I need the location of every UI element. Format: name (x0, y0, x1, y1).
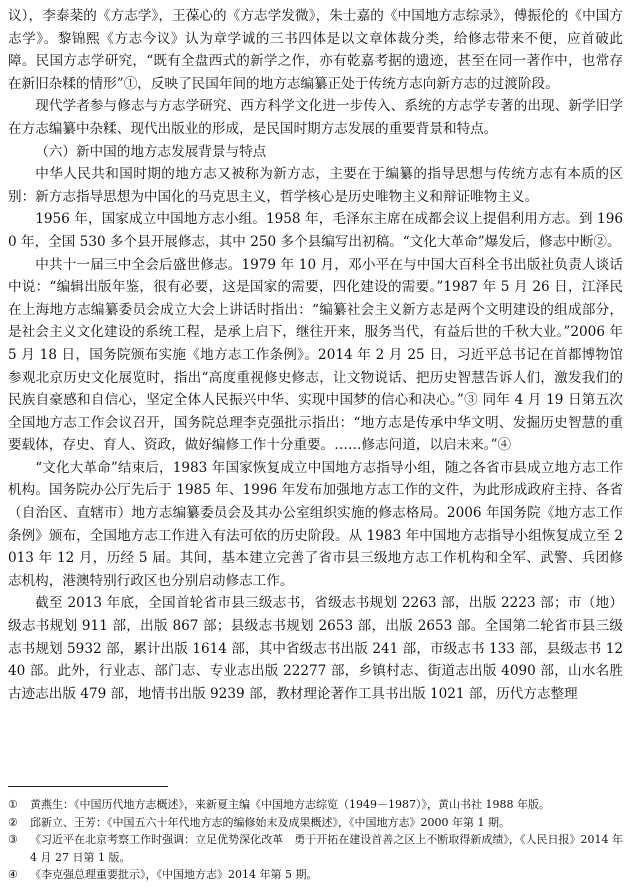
footnote-text: 《习近平在北京考察工作时强调：立足优势深化改革 勇于开拓在建设首善之区上不断取得新成绩》，《人民日报》2014 年 4 月 27 日第 1 版。 (30, 833, 623, 864)
footnote-text: 《李克强总理重要批示》，《中国地方志》2014 年第 5 期。 (30, 868, 318, 881)
footnote-mark: ④ (8, 868, 18, 881)
paragraph: 现代学者参与修志与方志学研究、西方科学文化进一步传入、系统的方志学专著的出现、新学旧学在方志编纂中杂糅、现代出版业的形成，是民国时期方志发展的重要背景和特点。 (8, 98, 623, 137)
paragraph: 截至 2013 年底，全国首轮省市县三级志书，省级志书规划 2263 部，出版 2223 部；市（地）级志书规划 911 部，出版 867 部；县级志书规划 2653 部，出版 2653 部。全国第二轮省市县三级志书规划 5932 部，累计出版 1614 部，其中省级志书出版 241 部，市级志书 133 部，县级志书 1240 部。此外，行业志、部门志、专业志出版 22277 部，乡镇村志、街道志出版 4090 部，山水名胜古迹志出版 479 部，地情书出版 9239 部，教材理论著作工具书出版 1021 部，历代方志整理 (8, 595, 623, 702)
footnote-mark: ① (8, 798, 18, 811)
footnote (8, 814, 623, 832)
footnote-text: 黄燕生：《中国历代地方志概述》，来新夏主编《中国地方志综览（1949－1987）》，黄山书社 1988 年版。 (30, 798, 550, 811)
paragraph: 中共十一届三中全会后盛世修志。1979 年 10 月，邓小平在与中国大百科全书出版社负责人谈话中说：“编辑出版年鉴，很有必要，这是国家的需要，四化建设的需要。”1987 年 5 月 26 日，江泽民在上海地方志编纂委员会成立大会上讲话时指出：“编纂社会主义新方志是两个文明建设的组成部分，是社会主义文化建设的系统工程，是承上启下，继往开来，服务当代，有益后世的千秋大业。”2006 年 5 月 18 日，国务院颁布实施《地方志工作条例》。2014 年 2 月 25 日，习近平总书记在首都博物馆参观北京历史文化展览时，指出“高度重视修史修志，让文物说话、把历史智慧告诉人们，激发我们的民族自豪感和自信心，坚定全体人民振兴中华、实现中国梦的信心和决心。”③ 同年 4 月 19 日第五次全国地方志工作会议召开，国务院总理李克强批示指出：“地方志是传承中华文明、发掘历史智慧的重要载体，存史、育人、资政，做好编修工作十分重要。……修志问道，以启未来。”④ (8, 256, 623, 454)
footnote-text: 邱新立、王芳：《中国五六十年代地方志的编修始末及成果概述》，《中国地方志》2000 年第 1 期。 (30, 815, 510, 829)
footnotes (8, 796, 623, 884)
footnote (8, 796, 623, 814)
footnote-divider (8, 786, 168, 787)
section-heading: （六）新中国的地方志发展背景与特点 (35, 143, 267, 160)
footnote (8, 866, 623, 884)
body-text (8, 5, 623, 705)
footnote (8, 831, 623, 866)
paragraph: 1956 年，国家成立中国地方志小组。1958 年，毛泽东主席在成都会议上提倡利用方志。到 1960 年，全国 530 多个县开展修志，其中 250 多个县编写出初稿。“文化大革命”爆发后，修志中断②。 (8, 211, 623, 250)
footnote-mark: ② (8, 815, 18, 829)
paragraph: “文化大革命”结束后，1983 年国家恢复成立中国地方志指导小组，随之各省市县成立地方志工作机构。国务院办公厅先后于 1985 年、1996 年发布加强地方志工作的文件，为此形成政府主持、各省（自治区、直辖市）地方志编纂委员会及其办公室组织实施的修志格局。2006 年国务院《地方志工作条例》颁布，全国地方志工作进入有法可依的历史阶段。从 1983 年中国地方志指导小组恢复成立至 2013 年 12 月，历经 5 届。其间，基本建立完善了省市县三级地方志工作机构和全军、武警、兵团修志机构，港澳特别行政区也分别启动修志工作。 (8, 459, 623, 589)
paragraph: 中华人民共和国时期的地方志又被称为新方志，主要在于编纂的指导思想与传统方志有本质的区别：新方志指导思想为中国化的马克思主义，哲学核心是历史唯物主义和辩证唯物主义。 (8, 166, 623, 205)
paragraph-continuation: 议），李泰棻的《方志学》，王葆心的《方志学发微》，朱士嘉的《中国地方志综录》，傅振伦的《中国方志学》。黎锦熙《方志今议》认为章学诚的三书四体是以文章体裁分类，给修志带来不便，应首破此障。民国方志学研究，“既有全盘西式的新学之作，亦有乾嘉考据的遗迹，甚至在同一著作中，也常存在新旧杂糅的情形”①，反映了民国年间的地方志编纂正处于传统方志向新方志的过渡阶段。 (8, 8, 623, 92)
footnote-mark: ③ (8, 833, 18, 846)
